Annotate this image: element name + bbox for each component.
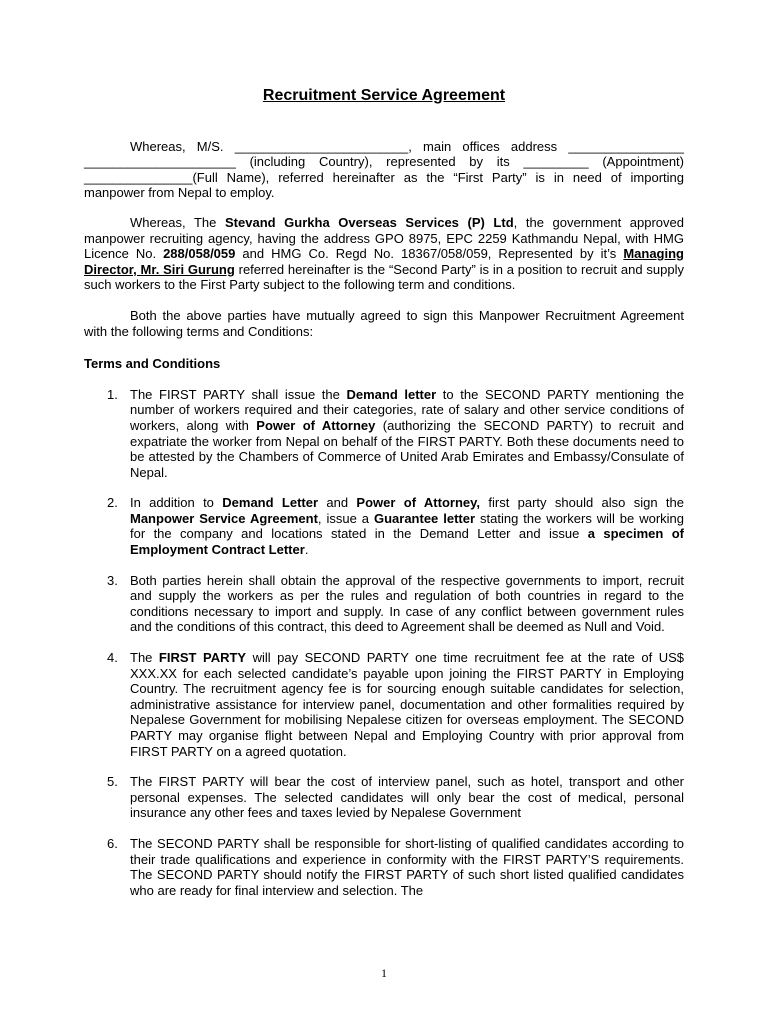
- term-item-2: 2. In addition to Demand Letter and Power of Attorney, first party should also sign the Manpower Service Agreement, issue a Guarantee letter stating the workers will be working for the company and locations stated in the Demand Letter and issue a specimen of Employment Contract Letter.: [107, 495, 685, 558]
- term-item-6: 6. The SECOND PARTY shall be responsible for short-listing of qualified candidates according to their trade qualifications and experience in conformity with the FIRST PARTY’S requirements. The SECOND PARTY should notify the FIRST PARTY of such short listed qualified candidates who are ready for final interview and selection. The: [107, 835, 684, 898]
- term-item-3: 3. Both parties herein shall obtain the approval of the respective governments to import, recruit and supply the workers as per the rules and regulation of both countries in regard to the conditions necessary to import and supply. In case of any conflict between government rules and the conditions of this contract, this deed to Agreement shall be deemed as Null and Void.: [107, 572, 684, 635]
- term-number: 4.: [107, 650, 118, 666]
- term-number: 3.: [107, 572, 118, 588]
- term-number: 5.: [107, 774, 118, 790]
- terms-heading: Terms and Conditions: [84, 356, 221, 372]
- term-item-5: 5. The FIRST PARTY will bear the cost of interview panel, such as hotel, transport and other personal expenses. The selected candidates will only bear the cost of medical, personal insurance any other fees and taxes levied by Nepalese Government: [107, 774, 684, 821]
- paragraph-first-party: Whereas, M/S. ________________________, main offices address ________________ _____________________ (including Country), represented by its _________ (Appointment) _______________(Full Name), referred hereinafter as the “First Party” is in need of importing manpower from Nepal to employ.: [84, 138, 685, 201]
- term-item-4: 4. The FIRST PARTY will pay SECOND PARTY one time recruitment fee at the rate of US$ XXX.XX for each selected candidate’s payable upon joining the FIRST PARTY in Employing Country. The recruitment agency fee is for sourcing enough suitable candidates for selection, administrative assistance for interview panel, documentation and other formalities required by Nepalese Government for mobilising Nepalese citizen for overseas employment. The SECOND PARTY may organise flight between Nepal and Employing Country with prior approval from FIRST PARTY on a agreed quotation.: [107, 650, 685, 759]
- term-item-1: 1. The FIRST PARTY shall issue the Demand letter to the SECOND PARTY mentioning the number of workers required and their categories, rate of salary and other service conditions of workers, along with Power of Attorney (authorizing the SECOND PARTY) to recruit and expatriate the worker from Nepal on behalf of the FIRST PARTY. Both these documents need to be attested by the Chambers of Commerce of United Arab Emirates and Embassy/Consulate of Nepal.: [107, 386, 684, 480]
- company-name: Stevand Gurkha Overseas Services (P) Ltd: [225, 214, 514, 230]
- paragraph-second-party: Whereas, The Stevand Gurkha Overseas Services (P) Ltd, the government approved manpower recruiting agency, having the address GPO 8975, EPC 2259 Kathmandu Nepal, with HMG Licence No. 288/058/059 and HMG Co. Regd No. 18367/058/059, Represented by it’s Managing Director, Mr. Siri Gurung referred hereinafter is the “Second Party” is in a position to recruit and supply such workers to the First Party subject to the following term and conditions.: [84, 214, 684, 293]
- page-number: 1: [381, 966, 387, 980]
- term-number: 6.: [107, 835, 118, 851]
- document-title: Recruitment Service Agreement: [262, 87, 506, 104]
- terms-list: [84, 387, 684, 899]
- paragraph-agreement: Both the above parties have mutually agreed to sign this Manpower Recruitment Agreement with the following terms and Conditions:: [84, 307, 684, 339]
- term-number: 2.: [107, 495, 118, 511]
- term-number: 1.: [107, 386, 118, 402]
- managing-director: Managing Director, Mr. Siri Gurung: [84, 246, 684, 277]
- licence-number: 288/058/059: [163, 246, 236, 262]
